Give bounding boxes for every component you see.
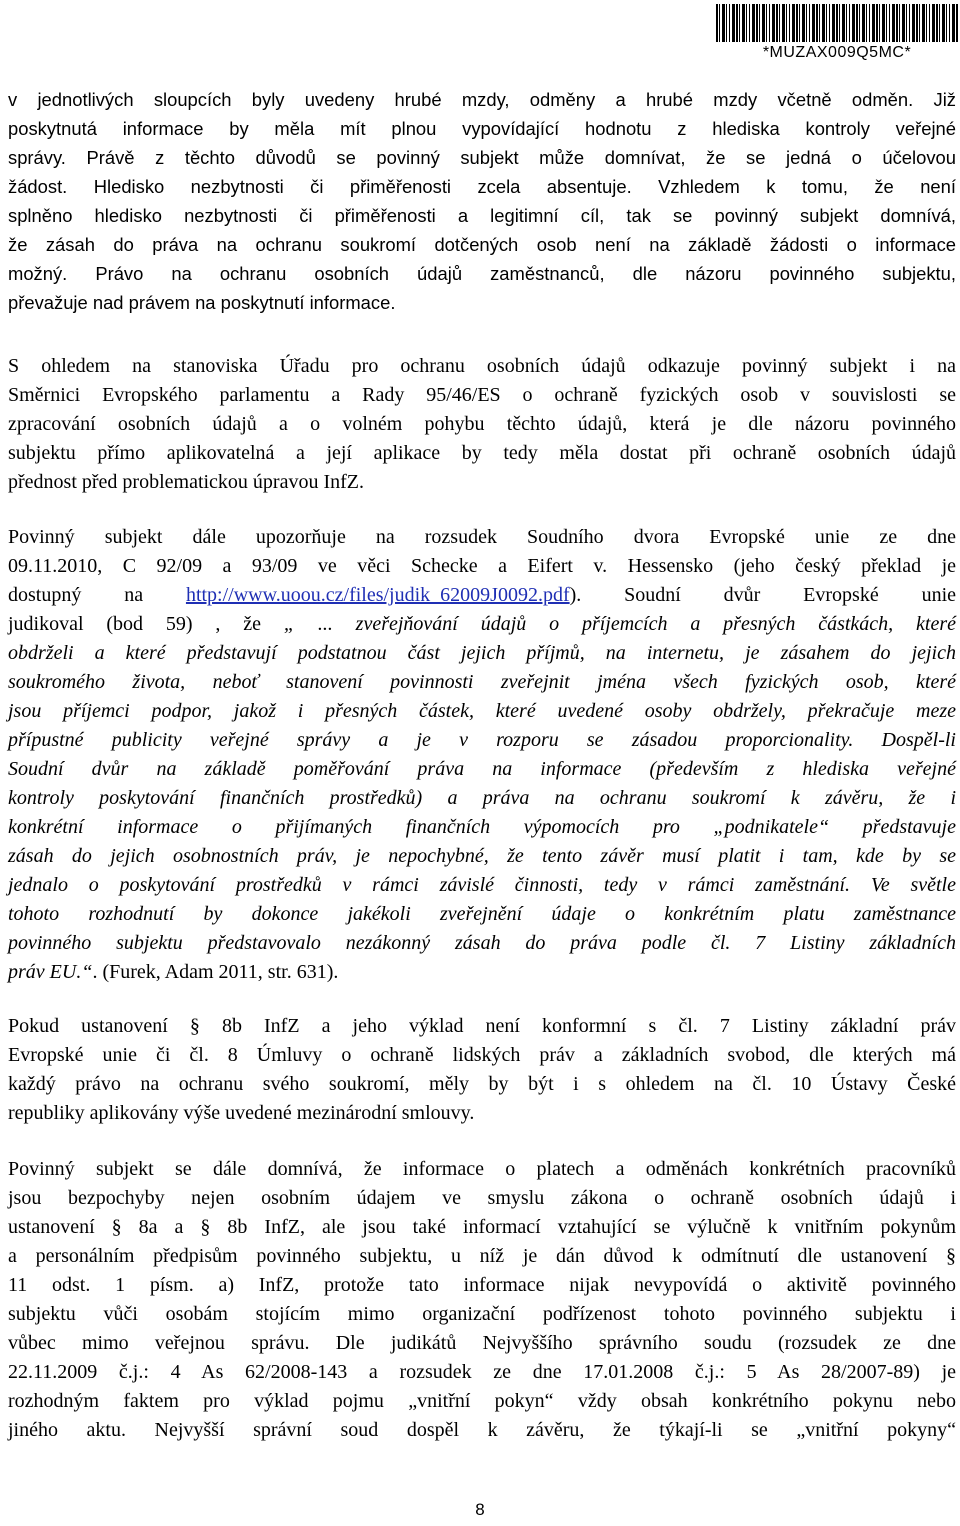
text-line: jsou bezpochyby nejen osobním údajem ve smyslu zákona o ochraně osobních údajů i xyxy=(8,1187,956,1209)
quote-line: jsou příjemci podpor, jakož i přesných částek, které uvedené osoby obdržely, překračuje meze xyxy=(8,700,956,722)
text-line xyxy=(8,958,956,987)
quote-line: povinného subjektu představovalo nezákonný zásah do práva podle čl. 7 Listiny základních xyxy=(8,932,956,954)
text-line: žádost. Hledisko nezbytnosti či přiměřenosti zcela absentuje. Vzhledem k tomu, že není xyxy=(8,176,956,197)
text-fragment: ). Soudní dvůr Evropské unie xyxy=(569,584,956,606)
barcode-bars xyxy=(716,4,958,42)
text-fragment: . (Furek, Adam 2011, str. 631). xyxy=(92,961,339,983)
text-line: republiky aplikovány výše uvedené mezinárodní smlouvy. xyxy=(8,1102,475,1124)
quote-text: práv EU.“ xyxy=(8,961,93,983)
judgment-link[interactable]: http://www.uoou.cz/files/judik_62009J0092.pdf xyxy=(185,584,570,606)
text-fragment: judikoval (bod 59) , že xyxy=(8,613,284,635)
page-number: 8 xyxy=(475,1500,485,1519)
text-line: subjektu vůči osobám stojícím mimo organizační podřízenost tohoto povinného subjektu i xyxy=(8,1303,956,1325)
quote-line: kontroly poskytování finančních prostředků) a práva na ochranu soukromí k závěru, že i xyxy=(8,787,956,809)
text-line xyxy=(8,610,956,639)
text-line: převažuje nad právem na poskytnutí informace. xyxy=(8,292,396,313)
text-line: 09.11.2010, C 92/09 a 93/09 ve věci Schecke a Eifert v. Hessensko (jeho český překlad je xyxy=(8,555,956,577)
quote-line: konkrétní informace o přijímaných finančních výpomocích pro „podnikatele“ představuje xyxy=(8,816,956,838)
quote-line: tohoto rozhodnutí by dokonce jakékoli zveřejnění údaje o konkrétním platu zaměstnance xyxy=(8,903,956,925)
text-line: vůbec mimo veřejnou správu. Dle judikátů Nejvyššího správního soudu (rozsudek ze dne xyxy=(8,1332,956,1354)
quote-line: přípustné publicity veřejné správy a je v rozporu se zásadou proporcionality. Dospěl-li xyxy=(8,729,956,751)
quote-line: Soudní dvůr na základě poměřování práva na informace (především z hlediska veřejné xyxy=(8,758,956,780)
paragraph-5 xyxy=(8,1155,956,1445)
text-fragment: dostupný na xyxy=(8,584,186,606)
text-line: S ohledem na stanoviska Úřadu pro ochranu osobních údajů odkazuje povinný subjekt i na xyxy=(8,355,956,377)
text-line: Povinný subjekt dále upozorňuje na rozsudek Soudního dvora Evropské unie ze dne xyxy=(8,526,956,548)
quote-line: soukromého života, neboť stanovení povinnosti zveřejnit jména všech fyzických osob, které xyxy=(8,671,956,693)
text-line: 11 odst. 1 písm. a) InfZ, protože tato informace nijak nevypovídá o aktivitě povinného xyxy=(8,1274,956,1296)
text-line: subjektu přímo aplikovatelná a její aplikace by tedy měla dostat při ochraně osobních údajů xyxy=(8,442,956,464)
quote-text: „ ... zveřejňování údajů o příjemcích a přesných částkách, které xyxy=(283,613,956,635)
text-line: zpracování osobních údajů a o volném pohybu těchto údajů, která je dle názoru povinného xyxy=(8,413,956,435)
text-line: možný. Právo na ochranu osobních údajů zaměstnanců, dle názoru povinného subjektu, xyxy=(8,263,956,284)
text-line: jiného aktu. Nejvyšší správní soud dospěl k závěru, že týkají-li se „vnitřní pokyny“ xyxy=(8,1419,956,1441)
text-line: Evropské unie či čl. 8 Úmluvy o ochraně lidských práv a základních svobod, dle kterých má xyxy=(8,1044,956,1066)
text-line: 22.11.2009 č.j.: 4 As 62/2008-143 a rozsudek ze dne 17.01.2008 č.j.: 5 As 28/2007-89) je xyxy=(8,1361,956,1383)
quote-line: jednalo o poskytování prostředků v rámci závislé činnosti, tedy v rámci zaměstnání. Ve světle xyxy=(8,874,956,896)
barcode xyxy=(716,4,958,66)
text-line: rozhodným faktem pro výklad pojmu „vnitřní pokyn“ vždy obsah konkrétního pokynu nebo xyxy=(8,1390,956,1412)
quote-line: zásah do jejich osobnostních práv, je nepochybné, že tento závěr musí platit i tam, kde by se xyxy=(8,845,956,867)
barcode-text: *MUZAX009Q5MC* xyxy=(762,44,912,61)
text-line: splněno hledisko nezbytnosti či přiměřenosti a legitimní cíl, tak se povinný subjekt domnívá, xyxy=(8,205,956,226)
text-line: Pokud ustanovení § 8b InfZ a jeho výklad není konformní s čl. 7 Listiny základní práv xyxy=(8,1015,956,1037)
text-line xyxy=(8,581,956,610)
text-line: ustanovení § 8a a § 8b InfZ, ale jsou také informací vztahující se výlučně k vnitřním pokynům xyxy=(8,1216,956,1238)
quote-line: obdrželi a které představují podstatnou část jejich příjmů, na internetu, je zásahem do jejich xyxy=(8,642,956,664)
paragraph-2 xyxy=(8,352,956,497)
text-line: v jednotlivých sloupcích byly uvedeny hrubé mzdy, odměny a hrubé mzdy včetně odměn. Již xyxy=(8,89,956,110)
text-line: Povinný subjekt se dále domnívá, že informace o platech a odměnách konkrétních pracovníků xyxy=(8,1158,956,1180)
text-line: že zásah do práva na ochranu soukromí dotčených osob není na základě žádosti o informace xyxy=(8,234,956,255)
text-line: poskytnutá informace by měla mít plnou vypovídající hodnotu z hlediska kontroly veřejné xyxy=(8,118,956,139)
text-line: přednost před problematickou úpravou InfZ. xyxy=(8,471,365,493)
paragraph-3 xyxy=(8,523,956,987)
paragraph-1 xyxy=(8,85,956,317)
text-line: správy. Právě z těchto důvodů se povinný subjekt může domnívat, že se jedná o účelovou xyxy=(8,147,956,168)
text-line: a personálním předpisům povinného subjektu, u níž je dán důvod k odmítnutí dle ustanovení § xyxy=(8,1245,956,1267)
text-line: každý právo na ochranu svého soukromí, měly by být i s ohledem na čl. 10 Ústavy České xyxy=(8,1073,956,1095)
paragraph-4 xyxy=(8,1012,956,1128)
text-line: Směrnici Evropského parlamentu a Rady 95/46/ES o ochraně fyzických osob v souvislosti se xyxy=(8,384,956,406)
